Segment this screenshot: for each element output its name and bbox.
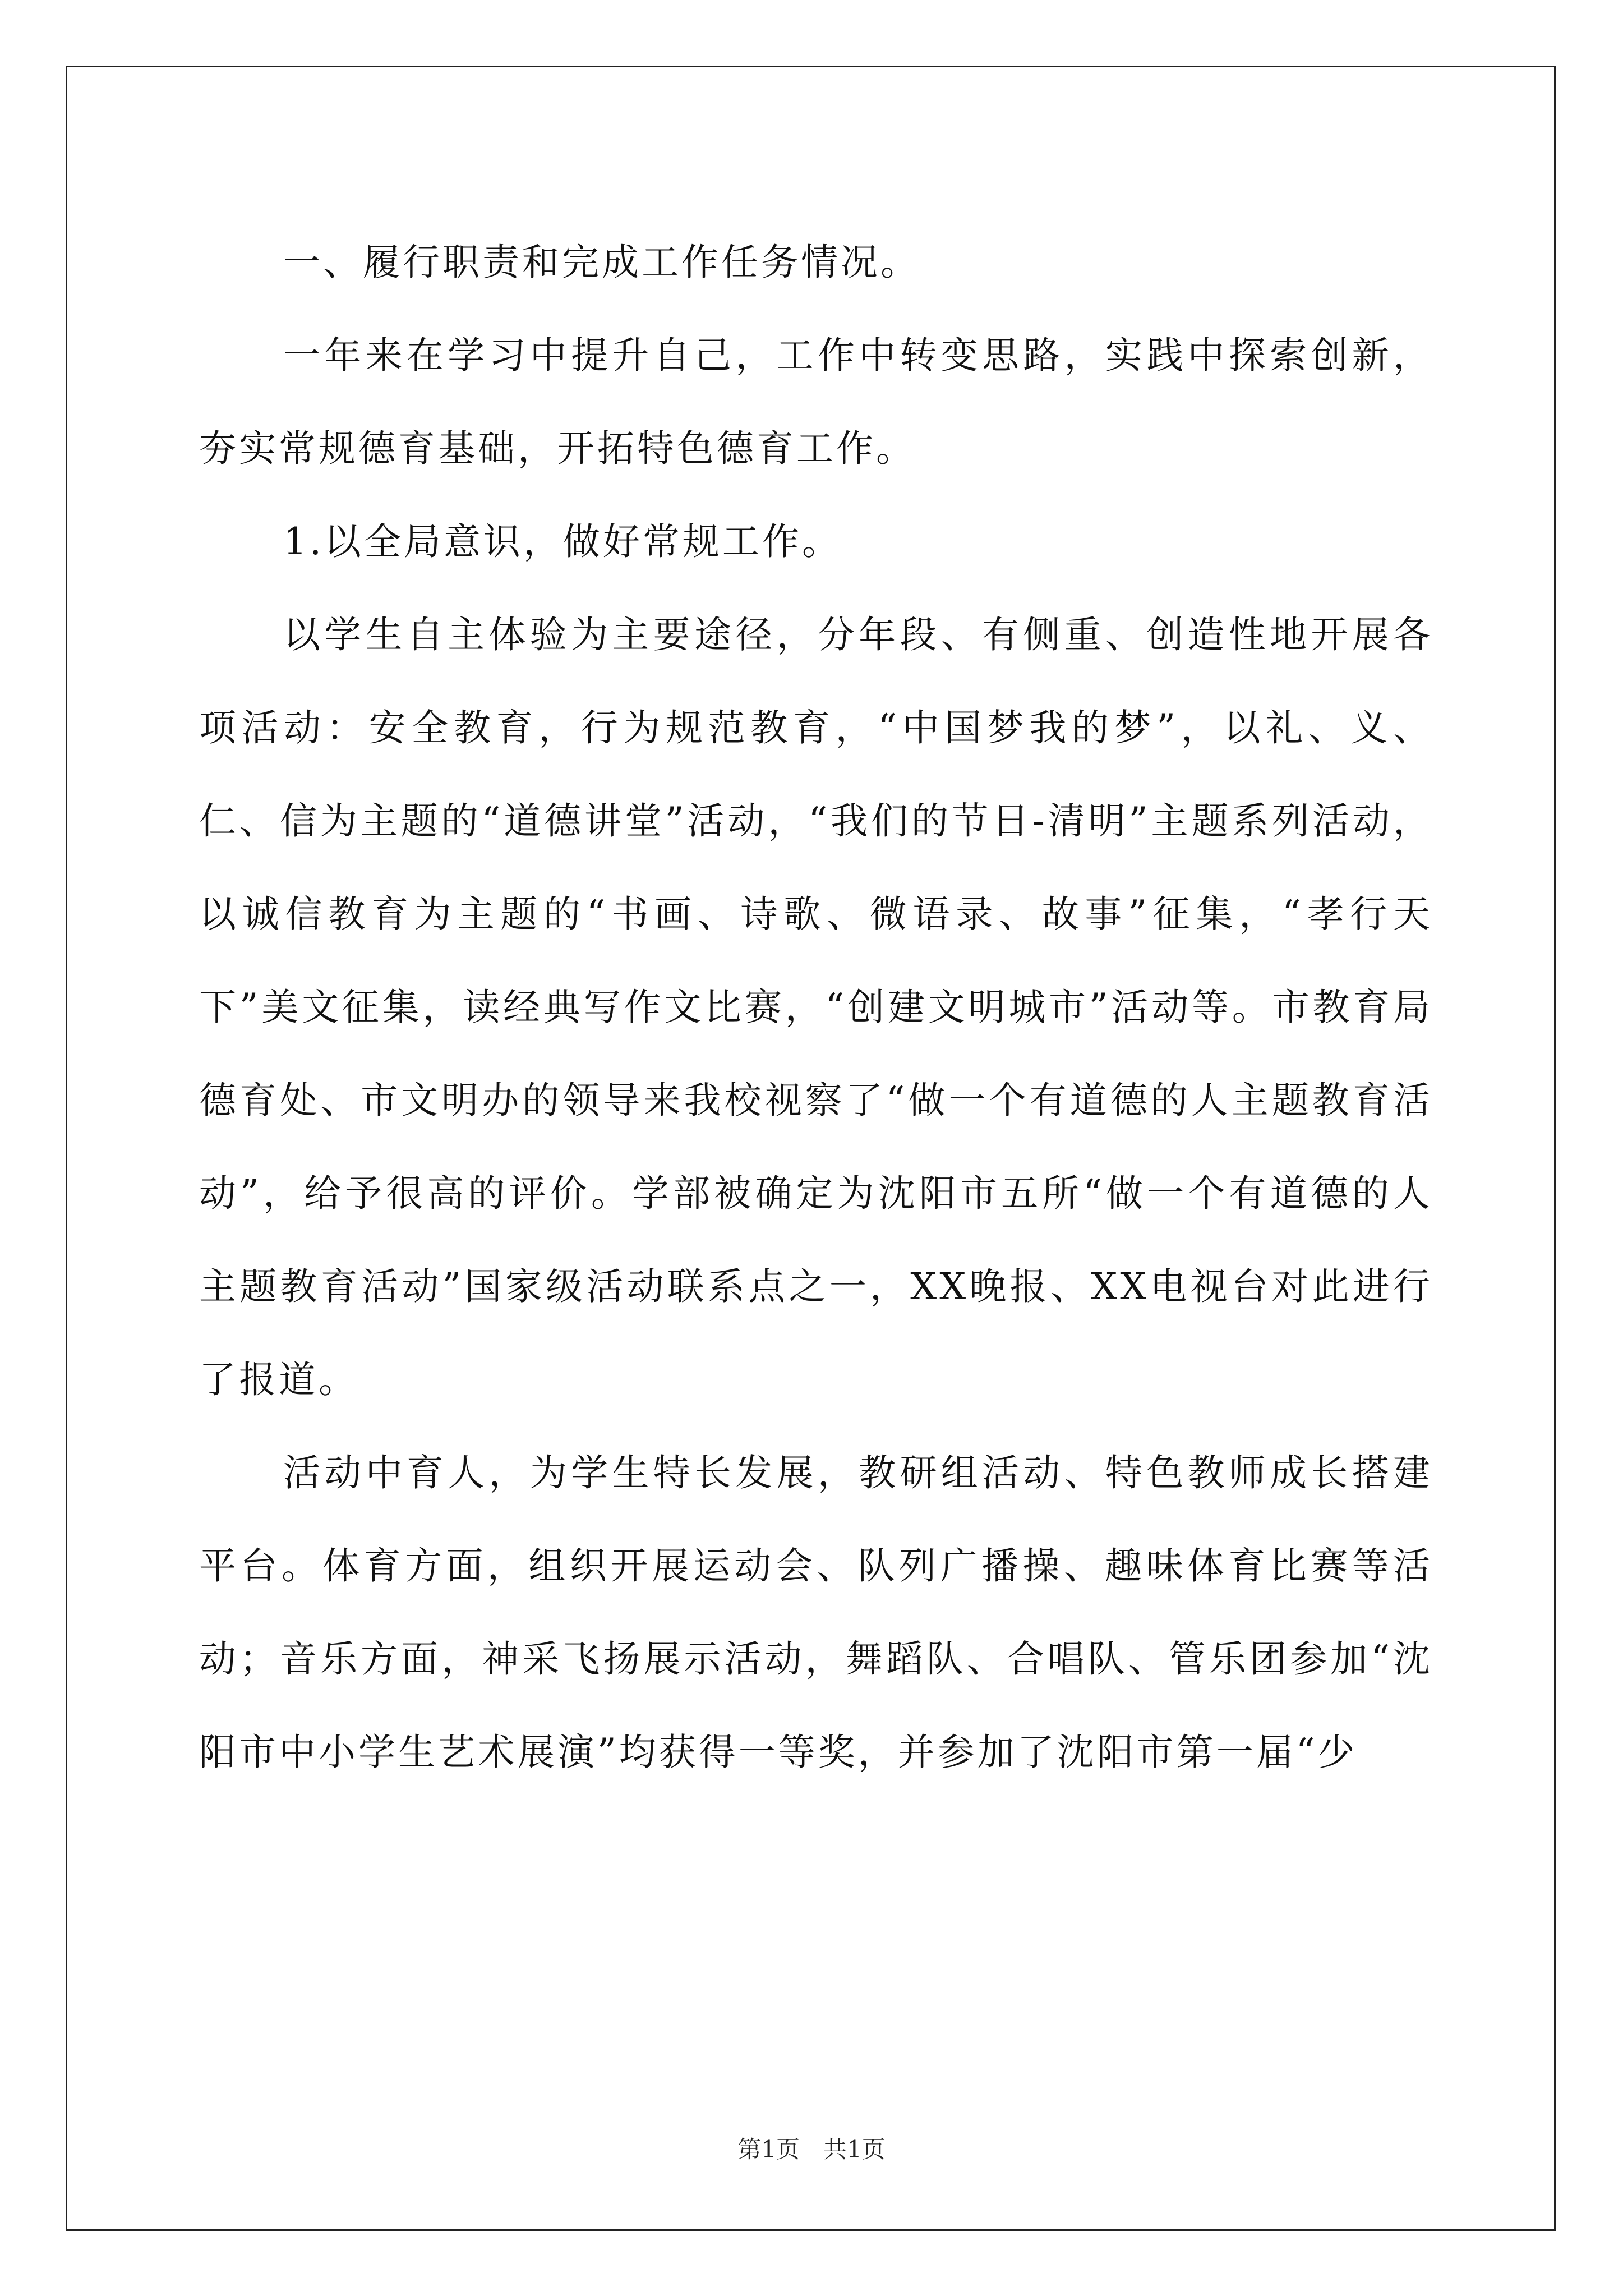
body-paragraph: 以学生自主体验为主要途径，分年段、有侧重、创造性地开展各项活动：安全教育，行为规范教育，“中国梦我的梦”，以礼、义、仁、信为主题的“道德讲堂”活动，“我们的节日-清明”主题系列活动，以诚信教育为主题的“书画、诗歌、微语录、故事”征集，“孝行天下”美文征集，读经典写作文比赛，“创建文明城市”活动等。市教育局德育处、市文明办的领导来我校视察了“做一个有道德的人主题教育活动”，给予很高的评价。学部被确定为沈阳市五所“做一个有道德的人主题教育活动”国家级活动联系点之一，XX晚报、XX电视台对此进行了报道。	[199, 613, 1433, 1401]
section-heading: 一、履行职责和完成工作任务情况。	[283, 241, 920, 284]
subsection-heading: 1.以全局意识，做好常规工作。	[283, 520, 842, 563]
page-number-footer: 第1页 共1页	[737, 2136, 886, 2163]
document-body	[199, 216, 1433, 1799]
body-paragraph: 活动中育人，为学生特长发展，教研组活动、特色教师成长搭建平台。体育方面，组织开展运动会、队列广播操、趣味体育比赛等活动；音乐方面，神采飞扬展示活动，舞蹈队、合唱队、管乐团参加“沈阳市中小学生艺术展演”均获得一等奖，并参加了沈阳市第一届“少	[199, 1451, 1433, 1774]
body-paragraph: 一年来在学习中提升自己，工作中转变思路，实践中探索创新，夯实常规德育基础，开拓特色德育工作。	[199, 334, 1433, 470]
